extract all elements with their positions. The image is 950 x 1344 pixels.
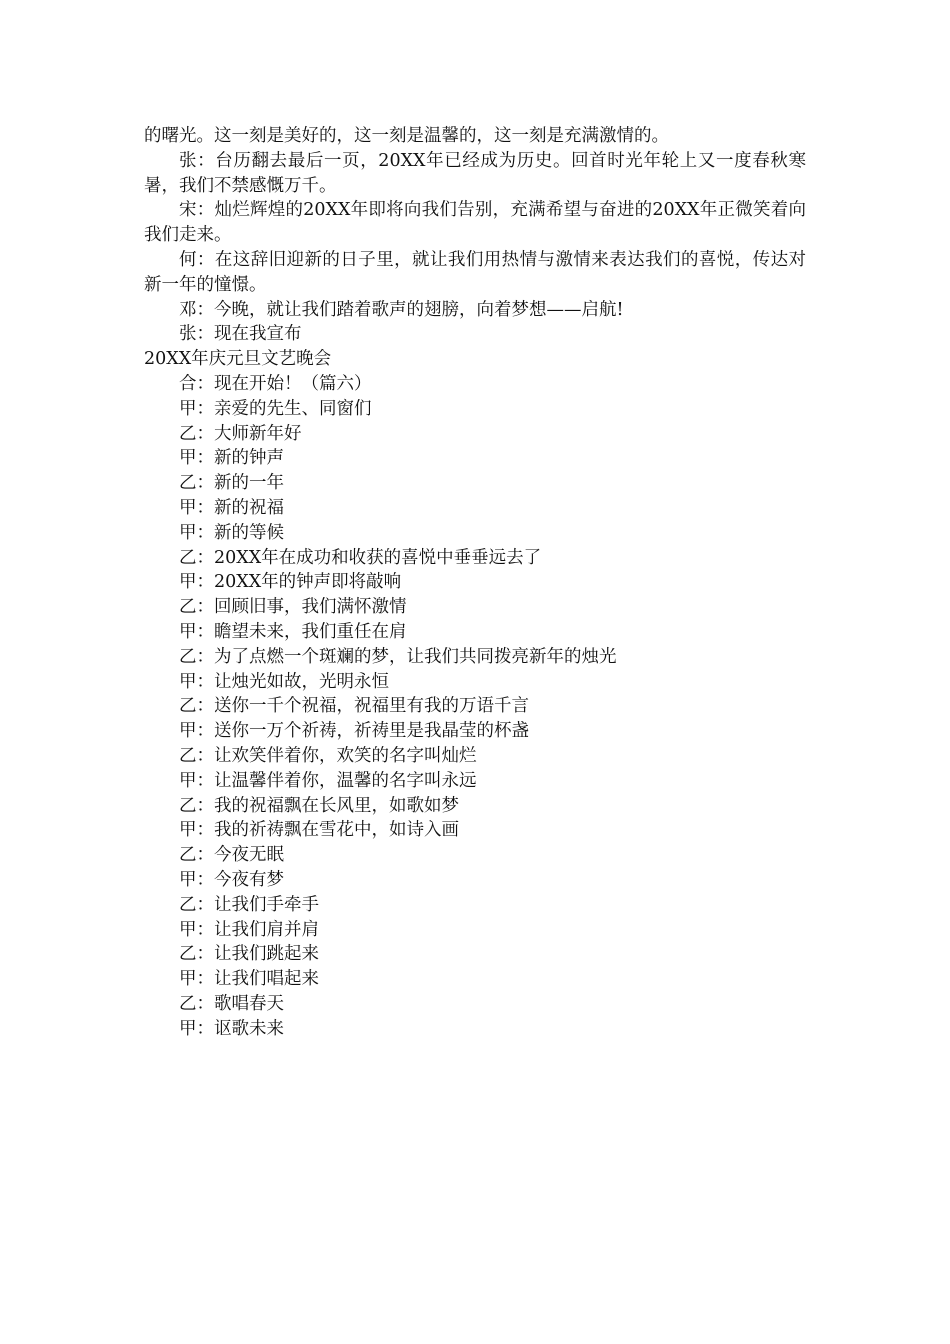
dialogue-line: 甲：新的钟声 [179, 448, 284, 469]
paragraph: 张：台历翻去最后一页，20XX年已经成为历史。回首时光年轮上又一度春秋寒暑，我们不禁感慨万千。 [144, 150, 806, 196]
dialogue-line: 甲：让温馨伴着你，温馨的名字叫永远 [179, 770, 477, 791]
dialogue-line: 甲：新的等候 [179, 522, 284, 543]
dialogue-line: 乙：歌唱春天 [179, 993, 284, 1014]
dialogue-line: 甲：亲爱的先生、同窗们 [179, 398, 372, 419]
paragraph: 张：现在我宣布 [179, 324, 302, 345]
dialogue-line: 甲：瞻望未来，我们重任在肩 [179, 621, 407, 642]
document-body [144, 124, 806, 1041]
dialogue-line: 乙：新的一年 [179, 473, 284, 494]
dialogue-line: 甲：我的祈祷飘在雪花中，如诗入画 [179, 820, 459, 841]
paragraph: 合：现在开始！（篇六） [179, 373, 372, 394]
dialogue-line: 甲：让我们肩并肩 [179, 919, 319, 940]
dialogue-line: 乙：今夜无眠 [179, 845, 284, 866]
dialogue-line: 甲：让我们唱起来 [179, 969, 319, 990]
dialogue-line: 甲：今夜有梦 [179, 869, 284, 890]
dialogue-line: 甲：让烛光如故，光明永恒 [179, 671, 389, 692]
dialogue-line: 乙：为了点燃一个斑斓的梦，让我们共同拨亮新年的烛光 [179, 646, 617, 667]
paragraph: 邓：今晚，就让我们踏着歌声的翅膀，向着梦想——启航! [179, 299, 624, 320]
dialogue-line: 甲：送你一万个祈祷，祈祷里是我晶莹的杯盏 [179, 721, 529, 742]
dialogue-line: 乙：大师新年好 [179, 423, 302, 444]
dialogue-line: 甲：新的祝福 [179, 497, 284, 518]
dialogue-line: 乙：20XX年在成功和收获的喜悦中垂垂远去了 [179, 547, 542, 568]
dialogue-line: 甲：讴歌未来 [179, 1018, 284, 1039]
dialogue-line: 乙：让我们手牵手 [179, 894, 319, 915]
paragraph: 何：在这辞旧迎新的日子里，就让我们用热情与激情来表达我们的喜悦，传达对新一年的憧憬。 [144, 249, 806, 295]
event-title-line: 20XX年庆元旦文艺晚会 [144, 349, 332, 370]
dialogue-line: 乙：送你一千个祝福，祝福里有我的万语千言 [179, 696, 529, 717]
paragraph: 的曙光。这一刻是美好的，这一刻是温馨的，这一刻是充满激情的。 [144, 126, 669, 146]
dialogue-line: 乙：回顾旧事，我们满怀激情 [179, 597, 407, 618]
dialogue-line: 乙：让欢笑伴着你，欢笑的名字叫灿烂 [179, 745, 477, 766]
dialogue-line: 乙：我的祝福飘在长风里，如歌如梦 [179, 795, 459, 816]
dialogue-line: 乙：让我们跳起来 [179, 944, 319, 965]
dialogue-line: 甲：20XX年的钟声即将敲响 [179, 572, 402, 593]
paragraph: 宋：灿烂辉煌的20XX年即将向我们告别，充满希望与奋进的20XX年正微笑着向我们走来。 [144, 200, 806, 246]
